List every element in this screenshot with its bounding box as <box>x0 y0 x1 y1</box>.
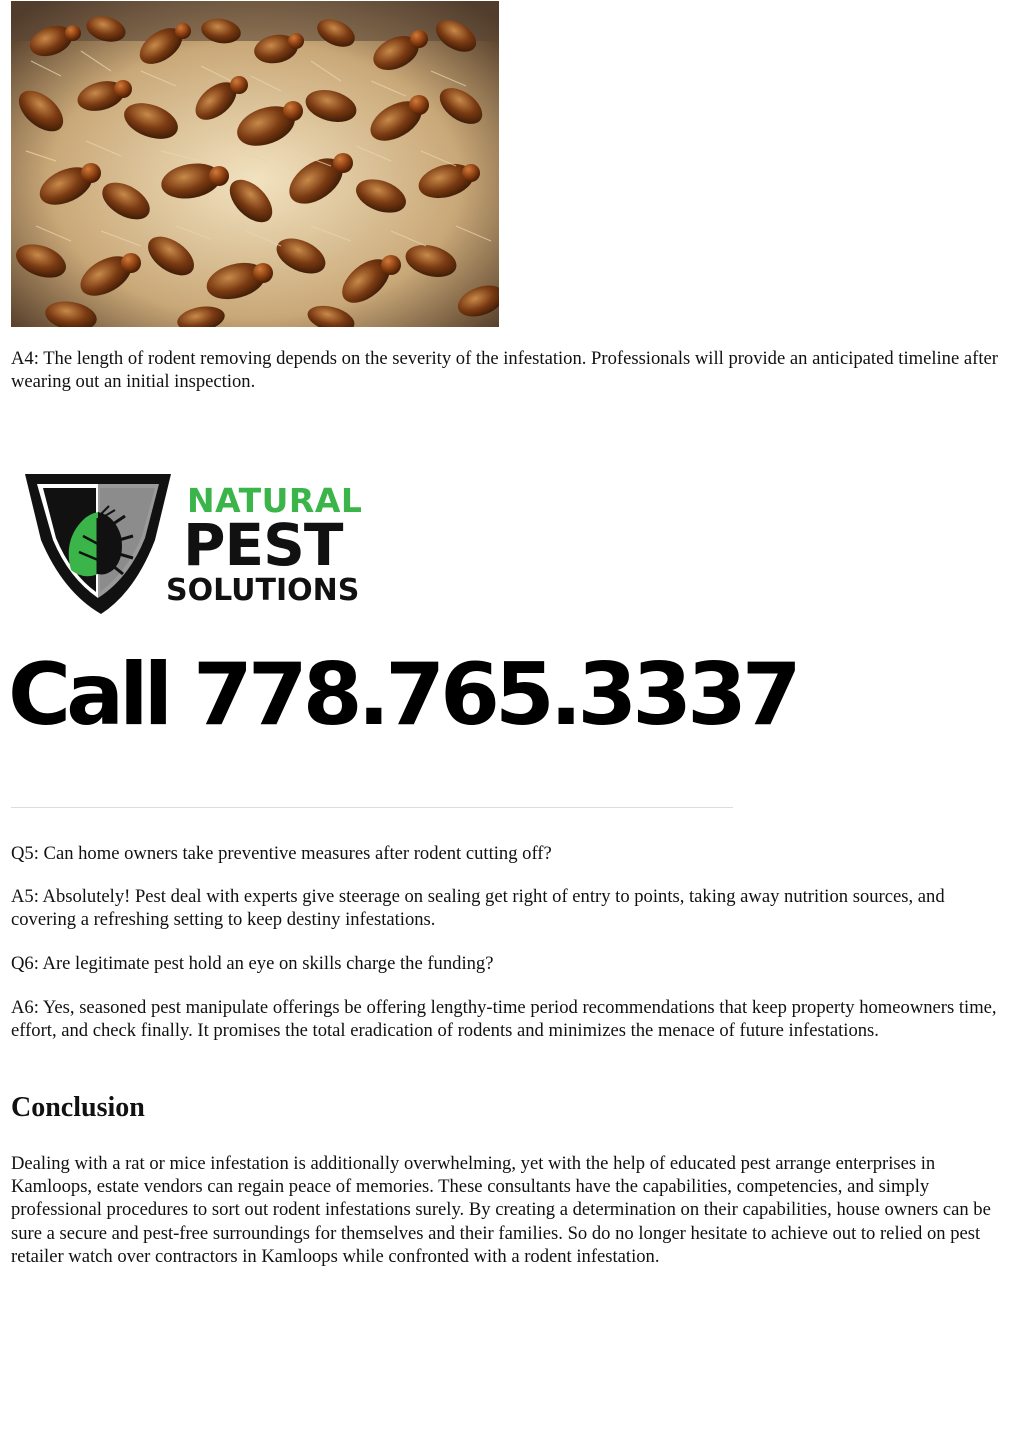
answer-6-paragraph: A6: Yes, seasoned pest manipulate offerings be offering lengthy-time period recommendations that keep property homeowners time, effort, and check finally. It promises the total eradication of rodents and minimizes the menace of future infestations. <box>11 997 997 1042</box>
brand-name-natural: NATURAL <box>187 481 363 520</box>
conclusion-paragraph: Dealing with a rat or mice infestation is additionally overwhelming, yet with the help of educated pest arrange enterprises in Kamloops, estate vendors can regain peace of memories. These consultants have the capabilities, competencies, and simply professional procedures to sort out rodent infestations surely. By creating a determination on their capabilities, house owners can be sure a secure and pest-free surroundings for themselves and their families. So do no longer hesitate to achieve out to relied on pest retailer watch over contractors in Kamloops while confronted with a rodent infestation. <box>11 1153 991 1267</box>
brand-name-pest: PEST <box>183 511 343 579</box>
banner-divider <box>11 807 733 808</box>
question-5-paragraph: Q5: Can home owners take preventive measures after rodent cutting off? <box>11 843 552 864</box>
brand-name-solutions: SOLUTIONS <box>166 573 360 608</box>
company-banner <box>8 440 797 810</box>
conclusion-heading: Conclusion <box>11 1092 145 1123</box>
termite-photo <box>11 1 499 327</box>
question-6-paragraph: Q6: Are legitimate pest hold an eye on skills charge the funding? <box>11 953 494 974</box>
call-phone-number: Call 778.765.3337 <box>8 645 797 745</box>
answer-5-paragraph: A5: Absolutely! Pest deal with experts give steerage on sealing get right of entry to points, taking away nutrition sources, and covering a refreshing setting to keep destiny infestations. <box>11 886 945 931</box>
shield-leaf-logo-icon <box>23 470 173 616</box>
answer-4-paragraph: A4: The length of rodent removing depends on the severity of the infestation. Professionals will provide an anticipated timeline after wearing out an initial inspection. <box>11 348 998 393</box>
